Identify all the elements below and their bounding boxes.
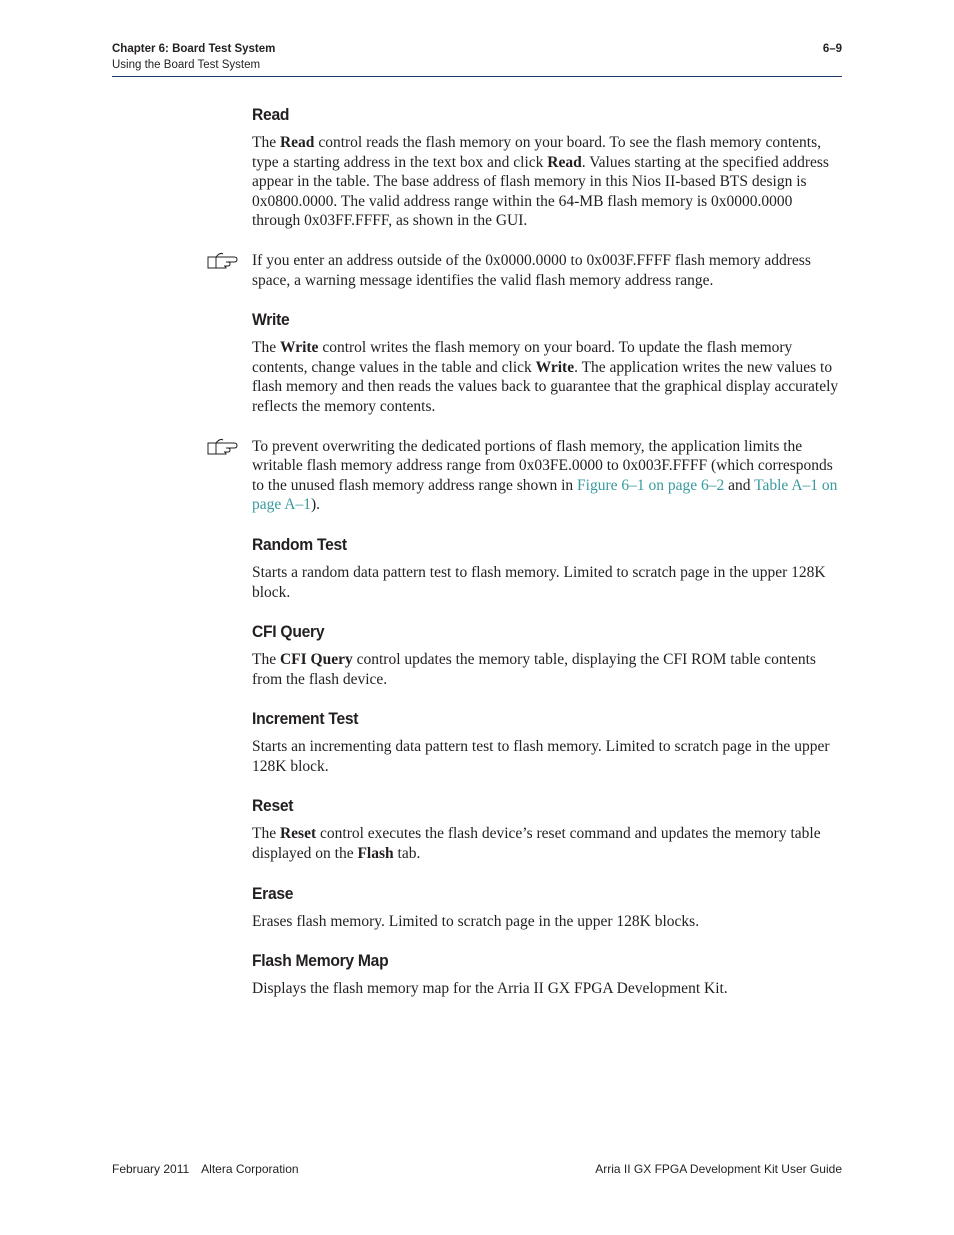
note-text: If you enter an address outside of the 0x0000.0000 to 0x003F.FFFF flash memory address space, a warning message identifies the valid flash memory address range. xyxy=(252,251,811,289)
section-read xyxy=(252,105,842,231)
section-reset xyxy=(252,796,842,863)
heading-erase: Erase xyxy=(252,883,294,903)
note-writable-range xyxy=(252,437,842,515)
flash-memory-map-paragraph: Displays the flash memory map for the Arria II GX FPGA Development Kit. xyxy=(252,980,728,998)
section-cfi-query xyxy=(252,622,842,689)
pointing-hand-icon xyxy=(206,251,238,271)
cfi-query-paragraph: The CFI Query control updates the memory table, displaying the CFI ROM table contents from the flash device. xyxy=(252,651,816,688)
heading-reset: Reset xyxy=(252,796,294,816)
increment-test-paragraph: Starts an incrementing data pattern test to flash memory. Limited to scratch page in the upper 128K block. xyxy=(252,738,830,775)
header-rule xyxy=(112,76,842,77)
page-body xyxy=(252,105,842,1019)
note-address-range xyxy=(252,251,842,290)
chapter-title: Chapter 6: Board Test System xyxy=(112,43,276,55)
section-title: Using the Board Test System xyxy=(112,59,261,71)
section-increment-test xyxy=(252,709,842,776)
section-random-test xyxy=(252,535,842,602)
heading-read: Read xyxy=(252,105,290,124)
link-figure-6-1[interactable]: Figure 6–1 on page 6–2 xyxy=(577,476,725,494)
footer-guide-title: Arria II GX FPGA Development Kit User Guide xyxy=(595,1162,842,1176)
pointing-hand-icon xyxy=(206,437,238,457)
heading-increment-test: Increment Test xyxy=(252,709,359,729)
heading-write: Write xyxy=(252,310,290,330)
heading-cfi-query: CFI Query xyxy=(252,622,325,642)
note-text: To prevent overwriting the dedicated portions of flash memory, the application limits the writable flash memory address range from 0x03FE.0000 to 0x003F.FFFF (which corresponds to the unused flash memory address range shown in Figure 6–1 on page 6–2 and Table A–1 on page A–1). xyxy=(252,437,838,514)
read-paragraph: The Read control reads the flash memory on your board. To see the flash memory contents, type a starting address in the text box and click Read. Values starting at the specified address appear in the table. The base address of flash memory in this Nios II-based BTS design is 0x0800.0000. The valid address range within the 64-MB flash memory is 0x0000.0000 through 0x03FF.FFFF, as shown in the GUI. xyxy=(252,134,829,230)
heading-flash-memory-map: Flash Memory Map xyxy=(252,951,389,971)
footer-left xyxy=(112,1162,299,1176)
write-paragraph: The Write control writes the flash memory on your board. To update the flash memory contents, change values in the table and click Write. The application writes the new values to flash memory and then reads the values back to guarantee that the graphical display accurately reflects the memory contents. xyxy=(252,339,839,415)
section-flash-memory-map xyxy=(252,951,842,999)
reset-paragraph: The Reset control executes the flash device’s reset command and updates the memory table displayed on the Flash tab. xyxy=(252,825,821,863)
footer-date: February 2011 xyxy=(112,1162,190,1176)
page-number: 6–9 xyxy=(822,43,842,55)
section-write xyxy=(252,310,842,416)
footer-company: Altera Corporation xyxy=(201,1162,299,1176)
erase-paragraph: Erases flash memory. Limited to scratch page in the upper 128K blocks. xyxy=(252,912,700,930)
section-erase xyxy=(252,884,842,932)
random-test-paragraph: Starts a random data pattern test to flash memory. Limited to scratch page in the upper 128K block. xyxy=(252,563,826,601)
link-table-a-1[interactable]: Table A–1 on page A–1 xyxy=(252,476,838,514)
heading-random-test: Random Test xyxy=(252,534,347,554)
